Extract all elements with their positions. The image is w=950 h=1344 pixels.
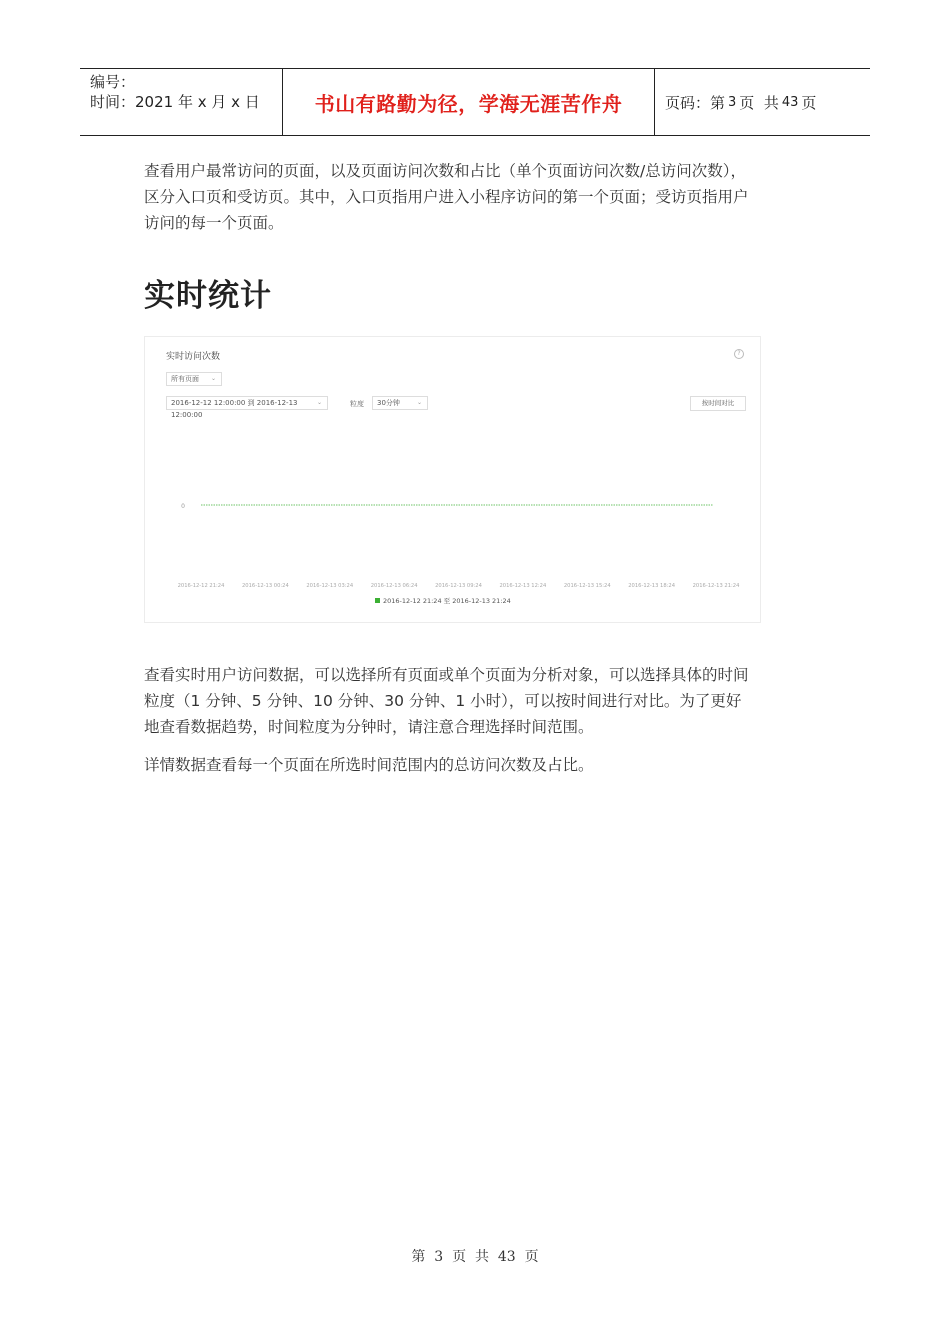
section-heading: 实时统计 bbox=[144, 278, 272, 314]
body-line-1: 查看实时用户访问数据，可以选择所有页面或单个页面为分析对象，可以选择具体的时间 bbox=[144, 666, 749, 684]
legend-swatch[interactable] bbox=[375, 598, 380, 603]
page-number: 3 bbox=[728, 94, 737, 110]
body-line-3: 地查看数据趋势，时间粒度为分钟时，请注意合理选择时间范围。 bbox=[144, 718, 594, 736]
body-paragraph bbox=[144, 662, 814, 740]
page-prefix: 页码：第 bbox=[665, 93, 726, 112]
date-range-value: 2016-12-12 12:00:00 到 2016-12-13 12:00:00 bbox=[171, 399, 298, 419]
chevron-down-icon: ⌄ bbox=[210, 375, 216, 382]
number-label: 编号： bbox=[90, 73, 136, 91]
detail-paragraph: 详情数据查看每一个页面在所选时间范围内的总访问次数及占比。 bbox=[144, 756, 594, 774]
chevron-down-icon: ⌄ bbox=[416, 399, 422, 406]
x-tick-label: 2016-12-13 18:24 bbox=[628, 583, 675, 589]
panel-title: 实时访问次数 bbox=[166, 352, 221, 362]
compare-by-time-button[interactable]: 按时间对比 bbox=[690, 396, 746, 411]
page-select-value: 所有页面 bbox=[171, 375, 199, 383]
x-tick-label: 2016-12-13 12:24 bbox=[499, 583, 547, 589]
page-footer: 第 3 页 共 43 页 bbox=[411, 1249, 539, 1265]
header-meta bbox=[80, 69, 282, 135]
x-tick-label: 2016-12-12 21:24 bbox=[177, 583, 225, 589]
header-motto-cell bbox=[282, 69, 655, 135]
x-tick-label: 2016-12-13 09:24 bbox=[435, 583, 482, 589]
x-tick-label: 2016-12-13 00:24 bbox=[242, 583, 289, 589]
legend-label: 2016-12-12 21:24 至 2016-12-13 21:24 bbox=[383, 597, 511, 605]
x-tick-label: 2016-12-13 21:24 bbox=[692, 583, 740, 589]
body-line-2: 粒度（1 分钟、5 分钟、10 分钟、30 分钟、1 小时），可以按时间进行对比。为了更好 bbox=[144, 692, 742, 710]
header-page-info bbox=[655, 69, 870, 135]
chevron-down-icon: ⌄ bbox=[316, 399, 322, 406]
x-tick-label: 2016-12-13 15:24 bbox=[563, 583, 611, 589]
page-header bbox=[80, 68, 870, 136]
intro-line-2: 区分入口页和受访页。其中，入口页指用户进入小程序访问的第一个页面；受访页指用户 bbox=[144, 188, 749, 206]
x-tick-label: 2016-12-13 03:24 bbox=[306, 583, 354, 589]
granularity-value: 30分钟 bbox=[377, 399, 400, 407]
intro-paragraph bbox=[144, 158, 814, 236]
help-icon[interactable]: ? bbox=[734, 349, 744, 359]
line-chart bbox=[145, 337, 760, 622]
intro-line-1: 查看用户最常访问的页面，以及页面访问次数和占比（单个页面访问次数/总访问次数）， bbox=[144, 162, 746, 180]
page-mid: 页 共 bbox=[739, 93, 779, 112]
intro-line-3: 访问的每一个页面。 bbox=[144, 214, 284, 232]
page-suffix: 页 bbox=[801, 93, 817, 112]
time-label: 时间：2021 年 x 月 x 日 bbox=[90, 93, 260, 111]
motto: 书山有路勤为径，学海无涯苦作舟 bbox=[314, 91, 623, 116]
granularity-label: 粒度 bbox=[350, 400, 364, 408]
realtime-stats-panel bbox=[144, 336, 761, 623]
y-tick-label: 0 bbox=[181, 503, 185, 510]
page-total: 43 bbox=[781, 94, 799, 110]
x-tick-label: 2016-12-13 06:24 bbox=[370, 583, 418, 589]
